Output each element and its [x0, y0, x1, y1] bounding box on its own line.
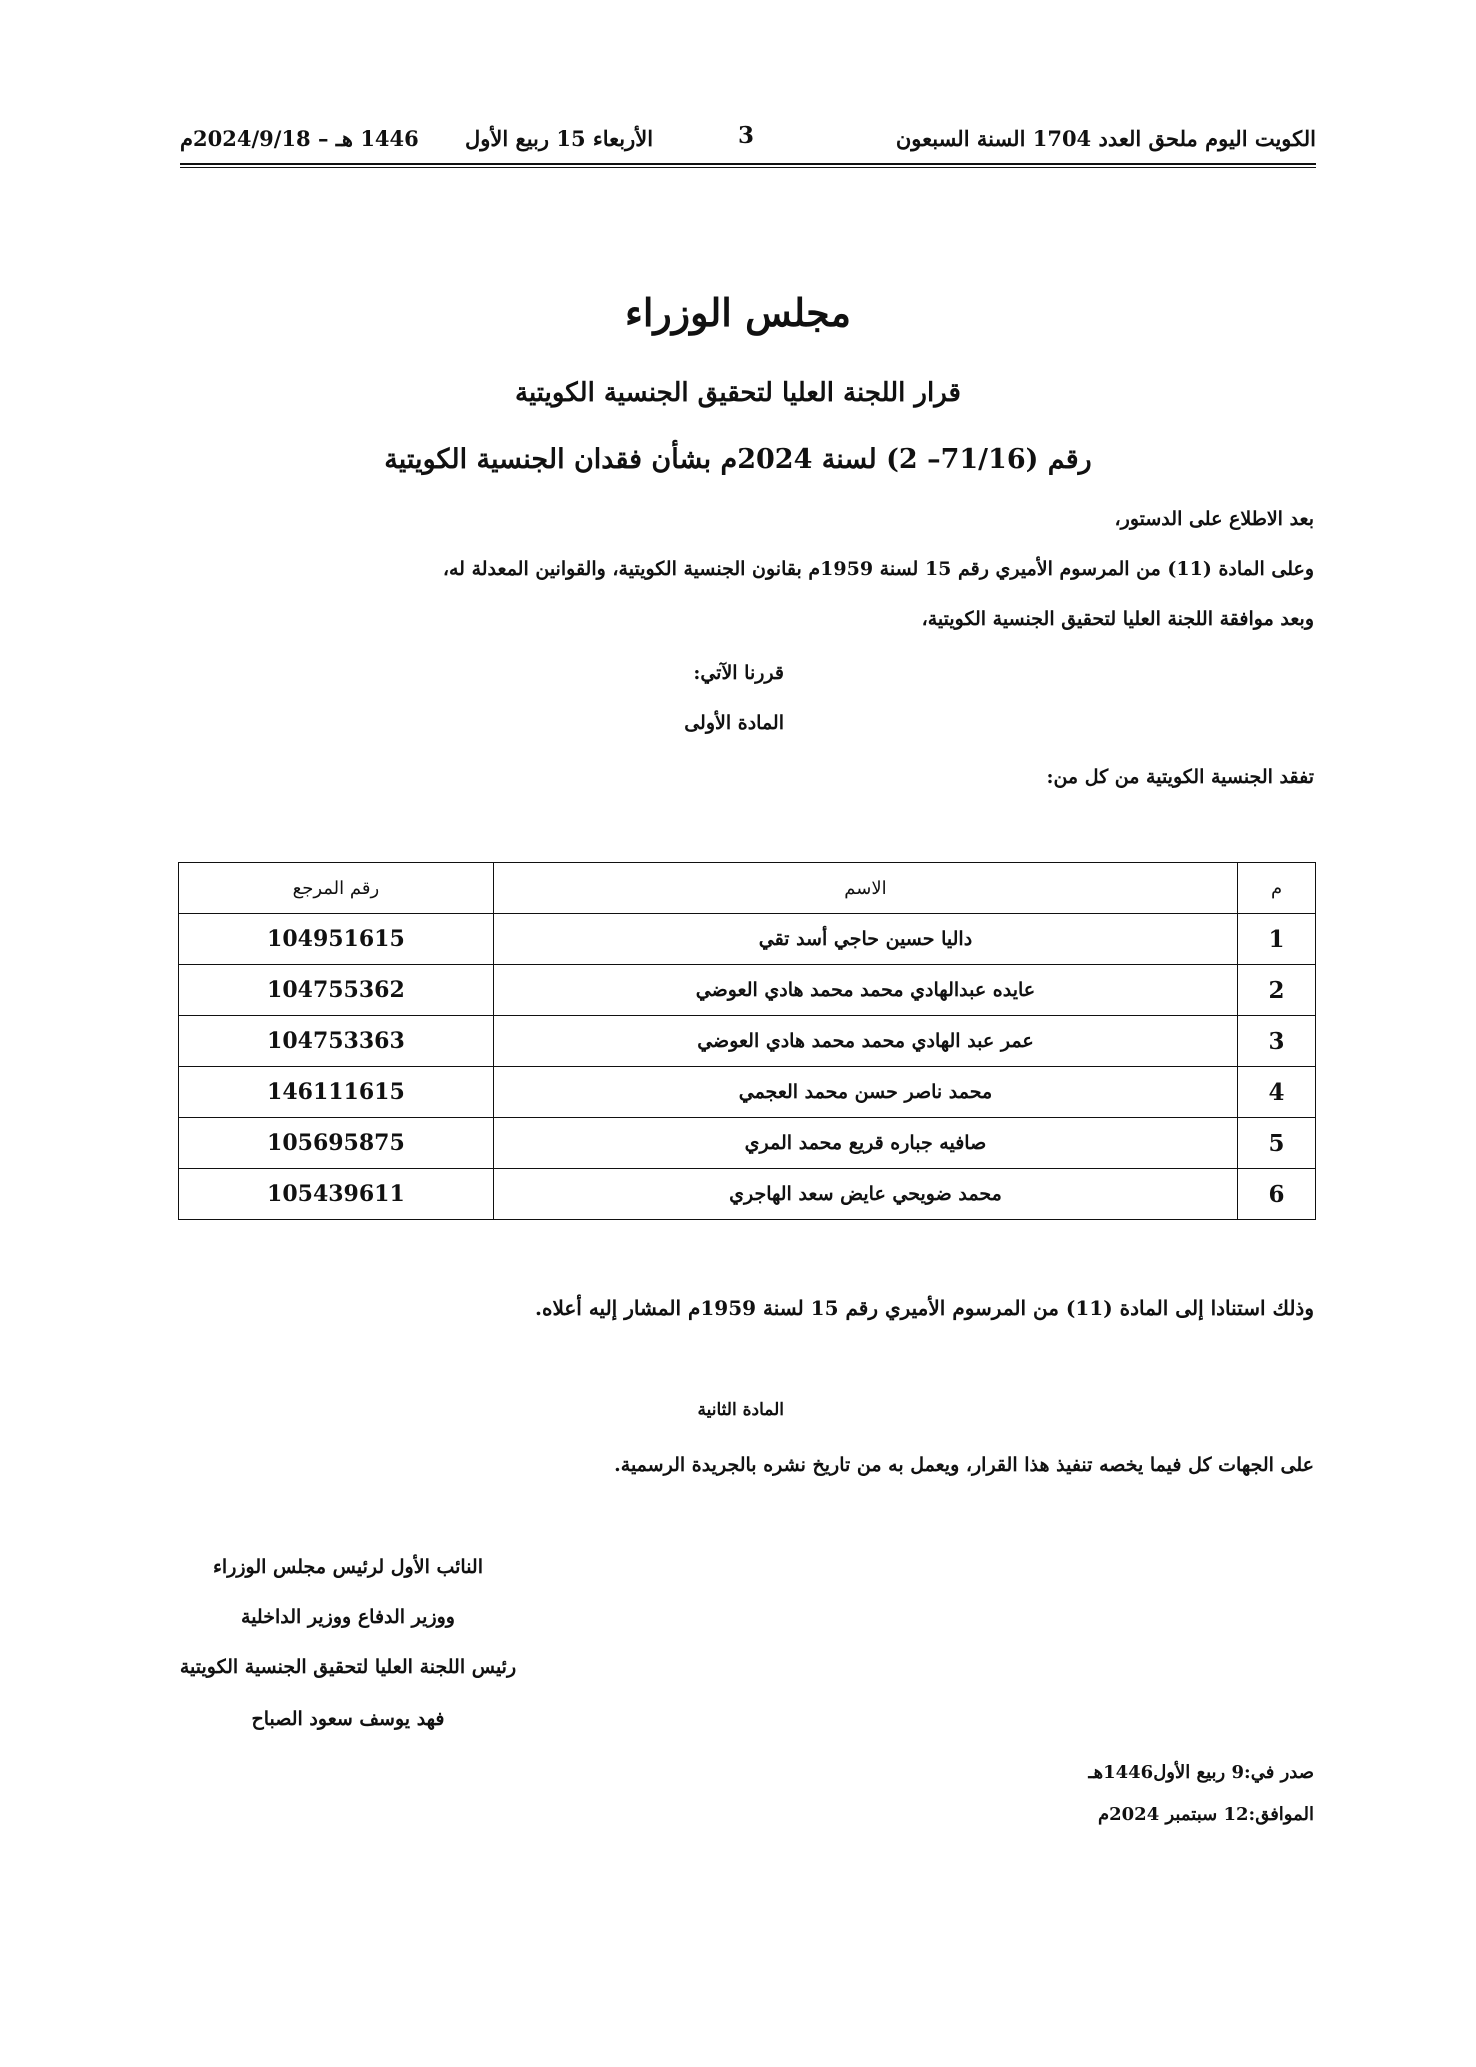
table-row: [179, 965, 1316, 1016]
article1-heading: المادة الأولى: [684, 712, 784, 734]
header-date: 1446 هـ – 2024/9/18م: [180, 126, 419, 151]
page-header: [180, 118, 1316, 158]
row-number: 1: [1238, 914, 1316, 965]
row-reference: 104951615: [179, 914, 494, 965]
row-number: 5: [1238, 1118, 1316, 1169]
column-header-reference: رقم المرجع: [179, 863, 494, 914]
article1-intro: تفقد الجنسية الكويتية من كل من:: [1046, 766, 1314, 788]
row-name: داليا حسين حاجي أسد تقي: [493, 914, 1237, 965]
row-reference: 146111615: [179, 1067, 494, 1118]
row-name: عايده عبدالهادي محمد محمد هادي العوضي: [493, 965, 1237, 1016]
preamble-line-2: وعلى المادة (11) من المرسوم الأميري رقم 15 لسنة 1959م بقانون الجنسية الكويتية، والقوانين المعدلة له،: [442, 558, 1314, 580]
page-number: 3: [738, 122, 755, 149]
decided-label: قررنا الآتي:: [693, 662, 784, 684]
row-number: 3: [1238, 1016, 1316, 1067]
article2-heading: المادة الثانية: [697, 1400, 784, 1420]
table-row: [179, 1118, 1316, 1169]
column-header-number: م: [1238, 863, 1316, 914]
preamble-line-3: وبعد موافقة اللجنة العليا لتحقيق الجنسية الكويتية،: [921, 608, 1314, 630]
row-reference: 105695875: [179, 1118, 494, 1169]
row-number: 4: [1238, 1067, 1316, 1118]
preamble-line-1: بعد الاطلاع على الدستور،: [1114, 508, 1314, 530]
row-reference: 105439611: [179, 1169, 494, 1220]
names-table: [178, 862, 1316, 1220]
publication-title: الكويت اليوم ملحق العدد 1704 السنة السبعون: [895, 126, 1316, 151]
signatory-title-2: ووزير الدفاع ووزير الداخلية: [241, 1606, 455, 1628]
document-title: مجلس الوزراء: [624, 290, 852, 335]
row-number: 6: [1238, 1169, 1316, 1220]
row-name: محمد ناصر حسن محمد العجمي: [493, 1067, 1237, 1118]
header-rule-thick: [180, 163, 1316, 165]
article2-text: على الجهات كل فيما يخصه تنفيذ هذا القرار، ويعمل به من تاريخ نشره بالجريدة الرسمية.: [614, 1454, 1314, 1476]
decision-number: رقم (71/16– 2) لسنة 2024م بشأن فقدان الجنسية الكويتية: [384, 444, 1092, 475]
row-name: صافيه جباره قريع محمد المري: [493, 1118, 1237, 1169]
column-header-name: الاسم: [493, 863, 1237, 914]
table-row: [179, 1067, 1316, 1118]
header-day-hijri: الأربعاء 15 ربيع الأول: [465, 126, 654, 151]
signatory-title-3: رئيس اللجنة العليا لتحقيق الجنسية الكويتية: [179, 1656, 517, 1678]
table-header-row: [179, 863, 1316, 914]
row-number: 2: [1238, 965, 1316, 1016]
article1-basis: وذلك استنادا إلى المادة (11) من المرسوم الأميري رقم 15 لسنة 1959م المشار إليه أعلاه.: [535, 1296, 1314, 1320]
signatory-title-1: النائب الأول لرئيس مجلس الوزراء: [212, 1556, 483, 1578]
row-name: محمد ضويحي عايض سعد الهاجري: [493, 1169, 1237, 1220]
table-row: [179, 1169, 1316, 1220]
row-name: عمر عبد الهادي محمد محمد هادي العوضي: [493, 1016, 1237, 1067]
issued-date-hijri: صدر في:9 ربيع الأول1446هـ: [1088, 1762, 1314, 1783]
table-row: [179, 914, 1316, 965]
row-reference: 104755362: [179, 965, 494, 1016]
issued-date-gregorian: الموافق:12 سبتمبر 2024م: [1097, 1804, 1314, 1825]
row-reference: 104753363: [179, 1016, 494, 1067]
document-subtitle: قرار اللجنة العليا لتحقيق الجنسية الكويتية: [515, 378, 961, 408]
table-row: [179, 1016, 1316, 1067]
signatory-name: فهد يوسف سعود الصباح: [251, 1708, 445, 1730]
header-rule-thin: [180, 167, 1316, 168]
